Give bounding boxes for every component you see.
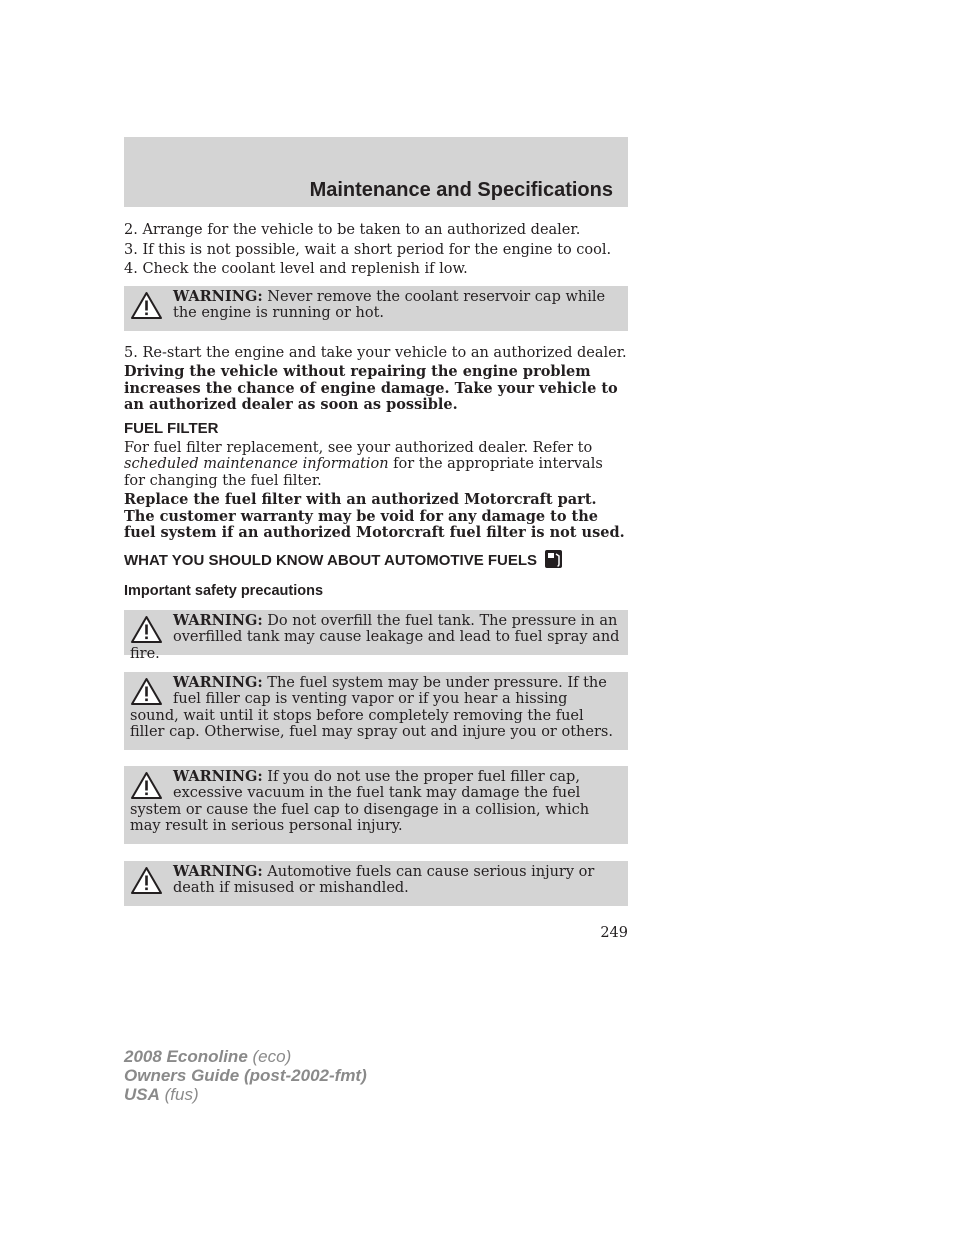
warning-triangle-icon [130, 615, 163, 644]
warning-label: WARNING: [173, 611, 263, 629]
warning-triangle-icon [130, 291, 163, 320]
warning-label: WARNING: [173, 862, 263, 880]
warning-box-coolant [124, 286, 628, 331]
footer-document-info [124, 1047, 367, 1104]
fuel-filter-text: For fuel filter replacement, see your authorized dealer. Refer to scheduled maintenance information for the appropriate intervals for changing the fuel filter. [124, 439, 603, 489]
scheduled-maintenance-reference: scheduled maintenance information [124, 456, 389, 472]
warning-label: WARNING: [173, 673, 263, 691]
warning-text: Do not overfill the fuel tank. The pressure in an overfilled tank may cause leakage and lead to fuel spray and fire. [130, 612, 620, 662]
warning-label: WARNING: [173, 767, 263, 785]
footer-model-line: 2008 Econoline (eco) [124, 1047, 292, 1066]
driving-note: Driving the vehicle without repairing the engine problem increases the chance of engine damage. Take your vehicle to an authorized dealer as soon as possible. [124, 363, 618, 413]
step-5: 5. Re-start the engine and take your vehicle to an authorized dealer. [124, 344, 627, 361]
step-3: 3. If this is not possible, wait a short period for the engine to cool. [124, 241, 612, 258]
warning-triangle-icon [130, 771, 163, 800]
page-content [124, 221, 628, 906]
warning-label: WARNING: [173, 287, 263, 305]
warning-box-filler-cap [124, 766, 628, 844]
page-number: 249 [600, 925, 628, 941]
automotive-fuels-heading: WHAT YOU SHOULD KNOW ABOUT AUTOMOTIVE FUELS [124, 549, 628, 570]
warning-text: Automotive fuels can cause serious injury or death if misused or mishandled. [173, 863, 595, 896]
fuel-filter-heading: FUEL FILTER [124, 419, 219, 437]
warning-text: If you do not use the proper fuel filler cap, excessive vacuum in the fuel tank may damage the fuel system or cause the fuel cap to disengage in a collision, which may result in serious personal injury. [130, 768, 590, 834]
footer-market-line: USA (fus) [124, 1085, 199, 1104]
step-2: 2. Arrange for the vehicle to be taken to an authorized dealer. [124, 222, 581, 238]
fuel-filter-note: Replace the fuel filter with an authorized Motorcraft part. The customer warranty may be void for any damage to the fuel system if an authorized Motorcraft fuel filter is not used. [124, 491, 625, 541]
warning-box-overfill [124, 610, 628, 662]
warning-box-fuel-hazard [124, 861, 628, 906]
warning-text: The fuel system may be under pressure. If the fuel filler cap is venting vapor or if you hear a hissing sound, wait until it stops before completely removing the fuel filler cap. Otherwise, fuel may spray out and injure you or others. [130, 674, 613, 740]
header-band [124, 137, 628, 207]
fuel-pump-icon [544, 549, 562, 568]
step-4: 4. Check the coolant level and replenish if low. [124, 261, 468, 277]
safety-precautions-subheading: Important safety precautions [124, 582, 324, 599]
section-title: Maintenance and Specifications [309, 179, 613, 201]
footer-guide-line: Owners Guide (post-2002-fmt) [124, 1066, 367, 1085]
warning-triangle-icon [130, 677, 163, 706]
warning-text: Never remove the coolant reservoir cap while the engine is running or hot. [173, 288, 606, 321]
warning-box-pressure [124, 672, 628, 750]
warning-triangle-icon [130, 866, 163, 895]
